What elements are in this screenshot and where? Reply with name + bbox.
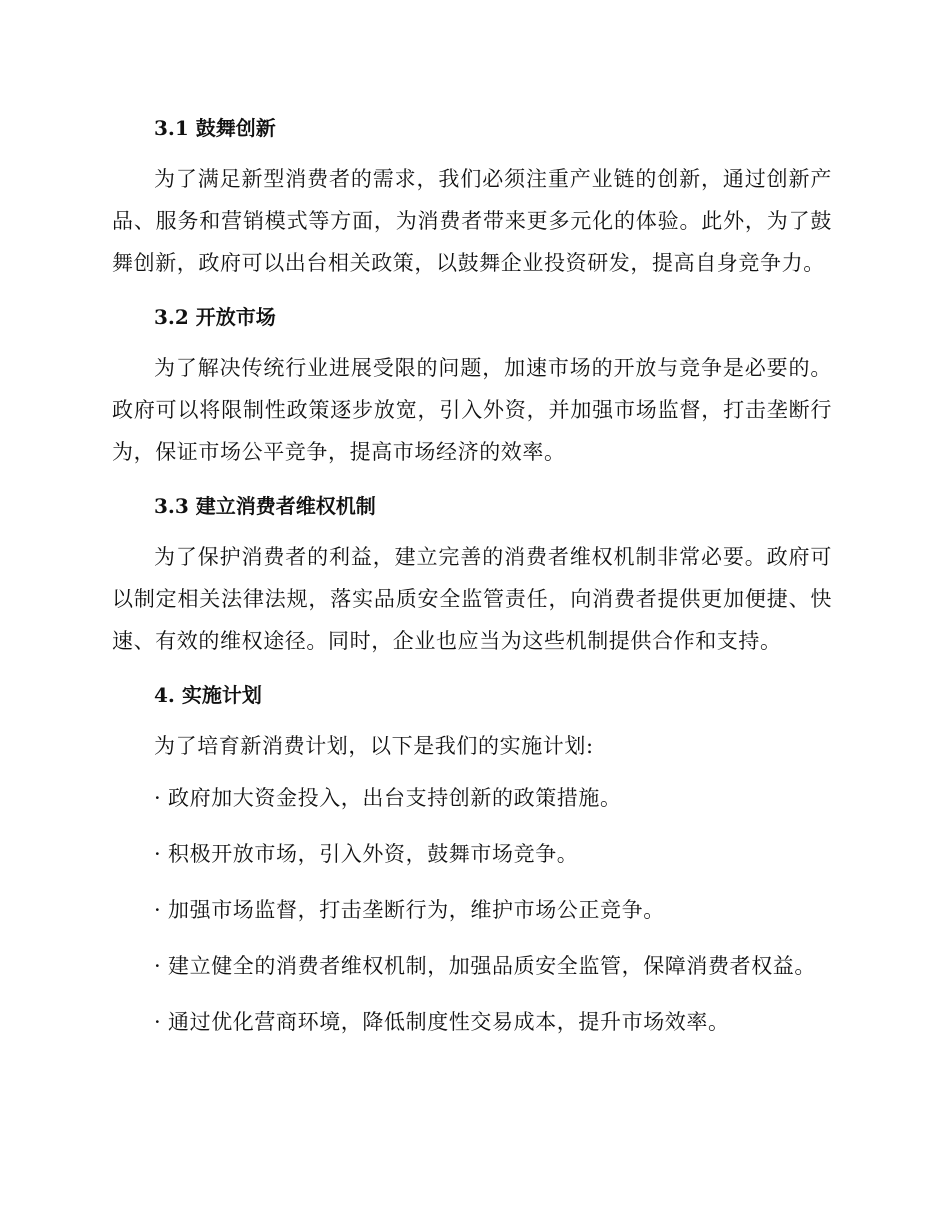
section-paragraph: 为了满足新型消费者的需求，我们必须注重产业链的创新，通过创新产品、服务和营销模式等方面，为消费者带来更多元化的体验。此外，为了鼓舞创新，政府可以出台相关政策，以鼓舞企业投资研发，提高自身竞争力。 bbox=[112, 167, 832, 275]
list-item-text: 建立健全的消费者维权机制，加强品质安全监管，保障消费者权益。 bbox=[168, 954, 816, 978]
list-item bbox=[112, 889, 832, 931]
bullet-marker: · bbox=[154, 1010, 162, 1034]
list-item bbox=[112, 945, 832, 987]
section-3-1 bbox=[112, 108, 832, 284]
section-heading: 4. 实施计划 bbox=[154, 683, 262, 707]
document-body bbox=[112, 108, 832, 1057]
section-4-plan bbox=[112, 675, 832, 1043]
plan-list bbox=[112, 777, 832, 1043]
list-item bbox=[112, 1001, 832, 1043]
bullet-marker: · bbox=[154, 954, 162, 978]
list-item-text: 加强市场监督，打击垄断行为，维护市场公正竞争。 bbox=[168, 898, 665, 922]
section-3-2 bbox=[112, 297, 832, 473]
section-3-3 bbox=[112, 486, 832, 662]
bullet-marker: · bbox=[154, 786, 162, 810]
list-item-text: 积极开放市场，引入外资，鼓舞市场竞争。 bbox=[168, 842, 579, 866]
bullet-marker: · bbox=[154, 842, 162, 866]
section-heading: 3.3 建立消费者维权机制 bbox=[154, 494, 376, 518]
section-paragraph: 为了保护消费者的利益，建立完善的消费者维权机制非常必要。政府可以制定相关法律法规，落实品质安全监管责任，向消费者提供更加便捷、快速、有效的维权途径。同时，企业也应当为这些机制提供合作和支持。 bbox=[112, 545, 832, 653]
section-heading: 3.2 开放市场 bbox=[154, 305, 276, 329]
list-item-text: 通过优化营商环境，降低制度性交易成本，提升市场效率。 bbox=[168, 1010, 730, 1034]
list-item bbox=[112, 833, 832, 875]
list-item-text: 政府加大资金投入，出台支持创新的政策措施。 bbox=[168, 786, 622, 810]
section-paragraph: 为了解决传统行业进展受限的问题，加速市场的开放与竞争是必要的。政府可以将限制性政策逐步放宽，引入外资，并加强市场监督，打击垄断行为，保证市场公平竞争，提高市场经济的效率。 bbox=[112, 356, 832, 464]
list-item bbox=[112, 777, 832, 819]
plan-intro: 为了培育新消费计划，以下是我们的实施计划: bbox=[154, 734, 594, 758]
bullet-marker: · bbox=[154, 898, 162, 922]
section-heading: 3.1 鼓舞创新 bbox=[154, 116, 276, 140]
